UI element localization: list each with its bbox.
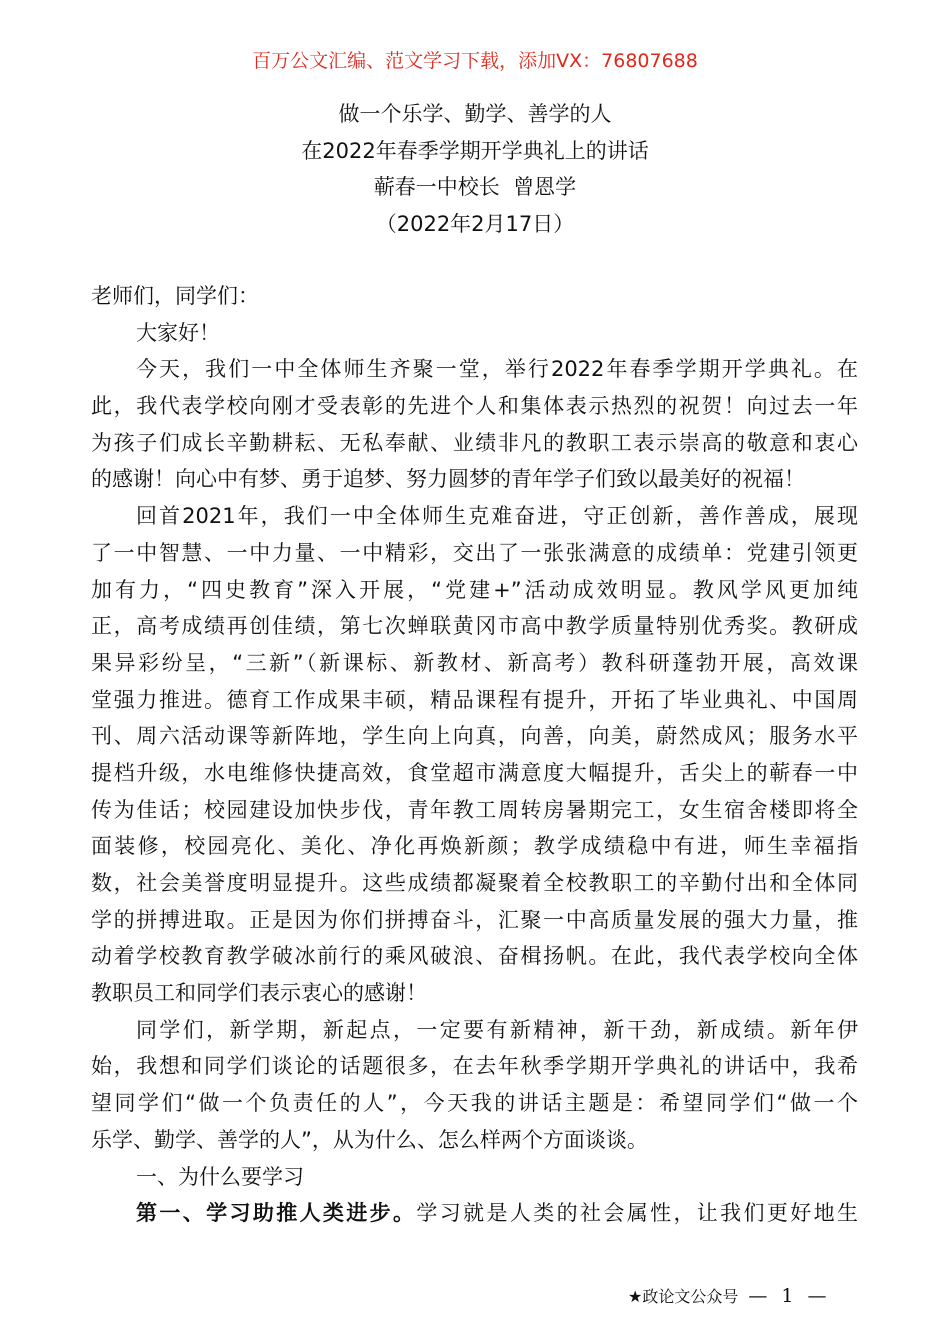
paragraph-line: 了一中智慧、一中力量、一中精彩，交出了一张张满意的成绩单：党建引领更 — [91, 540, 858, 565]
salutation: 老师们，同学们： — [91, 284, 259, 308]
paragraph-line: 数，社会美誉度明显提升。这些成绩都凝聚着全校教职工的辛勤付出和全体同 — [91, 871, 858, 895]
paragraph-line: 同学们，新学期，新起点，一定要有新精神，新干劲，新成绩。新年伊 — [136, 1017, 858, 1042]
page-footer — [628, 1284, 831, 1307]
paragraph-line: 正，高考成绩再创佳绩，第七次蝉联黄冈市高中教学质量特别优秀奖。教研成 — [91, 614, 858, 639]
paragraph-line: 此，我代表学校向刚才受表彰的先进个人和集体表示热烈的祝贺！向过去一年 — [91, 394, 858, 419]
paragraph-line — [91, 1195, 858, 1232]
paragraph-line: 乐学、勤学、善学的人”，从为什么、怎么样两个方面谈谈。 — [91, 1127, 648, 1152]
paragraph — [91, 1012, 858, 1159]
paragraph-line: 刊、周六活动课等新阵地，学生向上向真，向善，向美，蔚然成风；服务水平 — [91, 724, 858, 749]
speech-date: （2022年2月17日） — [375, 212, 575, 237]
page-number: — 1 — — [748, 1285, 831, 1307]
speaker: 蕲春一中校长 曾恩学 — [373, 175, 577, 200]
bold-lead: 第一、学习助推人类进步。 — [136, 1201, 417, 1226]
page-title: 做一个乐学、勤学、善学的人 — [338, 102, 612, 126]
paragraph-line: 的感谢！向心中有梦、勇于追梦、努力圆梦的青年学子们致以最美好的祝福！ — [91, 467, 805, 492]
paragraph — [91, 498, 858, 1012]
paragraph-line: 传为佳话；校园建设加快步伐，青年教工周转房暑期完工，女生宿舍楼即将全 — [91, 797, 858, 822]
paragraph-line: 加有力，“四史教育”深入开展，“党建+”活动成效明显。教风学风更加纯 — [91, 577, 858, 602]
paragraph-line: 堂强力推进。德育工作成果丰硕，精品课程有提升，开拓了毕业典礼、中国周 — [91, 687, 858, 712]
paragraph-line: 望同学们“做一个负责任的人”，今天我的讲话主题是：希望同学们“做一个 — [91, 1091, 858, 1116]
paragraph-text: 学习就是人类的社会属性，让我们更好地生 — [416, 1201, 859, 1226]
greeting: 大家好！ — [136, 320, 220, 345]
promo-banner: 百万公文汇编、范文学习下载，添加VX：76807688 — [252, 50, 698, 72]
paragraph-line: 教职员工和同学们表示衷心的感谢！ — [91, 981, 427, 1006]
paragraph-line: 果异彩纷呈，“三新”（新课标、新教材、新高考）教科研蓬勃开展，高效课 — [91, 650, 858, 675]
document-body — [91, 278, 858, 1232]
paragraph — [91, 351, 858, 498]
paragraph-line: 今天，我们一中全体师生齐聚一堂，举行2022年春季学期开学典礼。在 — [136, 357, 858, 382]
paragraph-line: 始，我想和同学们谈论的话题很多，在去年秋季学期开学典礼的讲话中，我希 — [91, 1054, 858, 1079]
paragraph-line: 动着学校教育教学破冰前行的乘风破浪、奋楫扬帆。在此，我代表学校向全体 — [91, 944, 858, 969]
footer-source: ★政论文公众号 — [628, 1287, 739, 1306]
paragraph-line: 学的拼搏进取。正是因为你们拼搏奋斗，汇聚一中高质量发展的强大力量，推 — [91, 907, 858, 932]
paragraph-line: 为孩子们成长辛勤耕耘、无私奉献、业绩非凡的教职工表示崇高的敬意和衷心 — [91, 430, 858, 455]
section-heading: 一、为什么要学习 — [136, 1164, 304, 1189]
page-subtitle: 在2022年春季学期开学典礼上的讲话 — [301, 138, 649, 163]
paragraph-line: 提档升级，水电维修快捷高效，食堂超市满意度大幅提升，舌尖上的蕲春一中 — [91, 760, 858, 785]
paragraph-line: 回首2021年，我们一中全体师生克难奋进，守正创新，善作善成，展现 — [136, 504, 858, 529]
paragraph-line: 面装修，校园亮化、美化、净化再焕新颜；教学成绩稳中有进，师生幸福指 — [91, 834, 858, 859]
title-block — [0, 96, 950, 243]
